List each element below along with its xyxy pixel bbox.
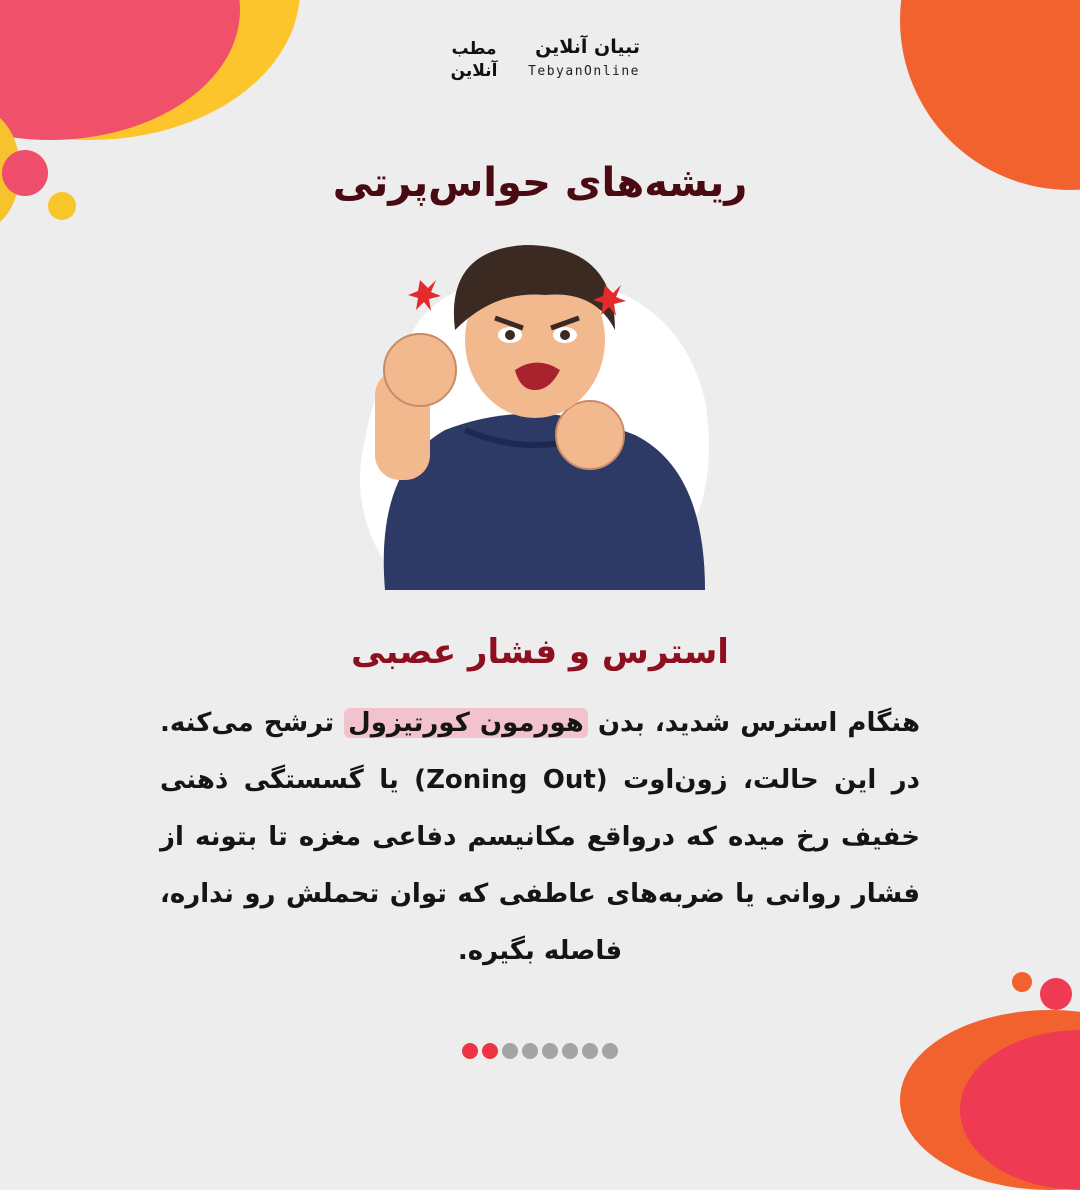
body-paragraph — [160, 695, 920, 980]
logo-text-en: TebyanOnline — [528, 64, 640, 79]
page-dot-4[interactable] — [522, 1043, 538, 1059]
page-dot-8[interactable] — [602, 1043, 618, 1059]
tebyan-logo[interactable] — [440, 36, 640, 86]
logo-section: مطب آنلاین — [450, 39, 498, 81]
page-dot-5[interactable] — [542, 1043, 558, 1059]
angry-boy-illustration — [345, 220, 735, 600]
page-dot-3[interactable] — [502, 1043, 518, 1059]
page-dot-6[interactable] — [562, 1043, 578, 1059]
body-text: ترشح می‌کنه. در این حالت، زون‌اوت (Zoning Out) یا گسستگی ذهنی خفیف رخ میده که درواقع مکانیسم دفاعی مغزه تا بتونه از فشار روانی یا ضربه‌های عاطفی که توان تحملش رو نداره، فاصله بگیره. — [160, 708, 920, 966]
page-title: ریشه‌های حواس‌پرتی — [332, 160, 748, 206]
highlighted-term: هورمون کورتیزول — [344, 708, 588, 738]
page-dot-2[interactable] — [482, 1043, 498, 1059]
page-dot-7[interactable] — [582, 1043, 598, 1059]
pagination-dots — [462, 1043, 618, 1059]
section-heading: استرس و فشار عصبی — [351, 632, 729, 672]
page-dot-1[interactable] — [462, 1043, 478, 1059]
logo-text-fa: تبیان آنلاین — [535, 36, 640, 58]
body-text: هنگام استرس شدید، بدن — [587, 708, 920, 738]
